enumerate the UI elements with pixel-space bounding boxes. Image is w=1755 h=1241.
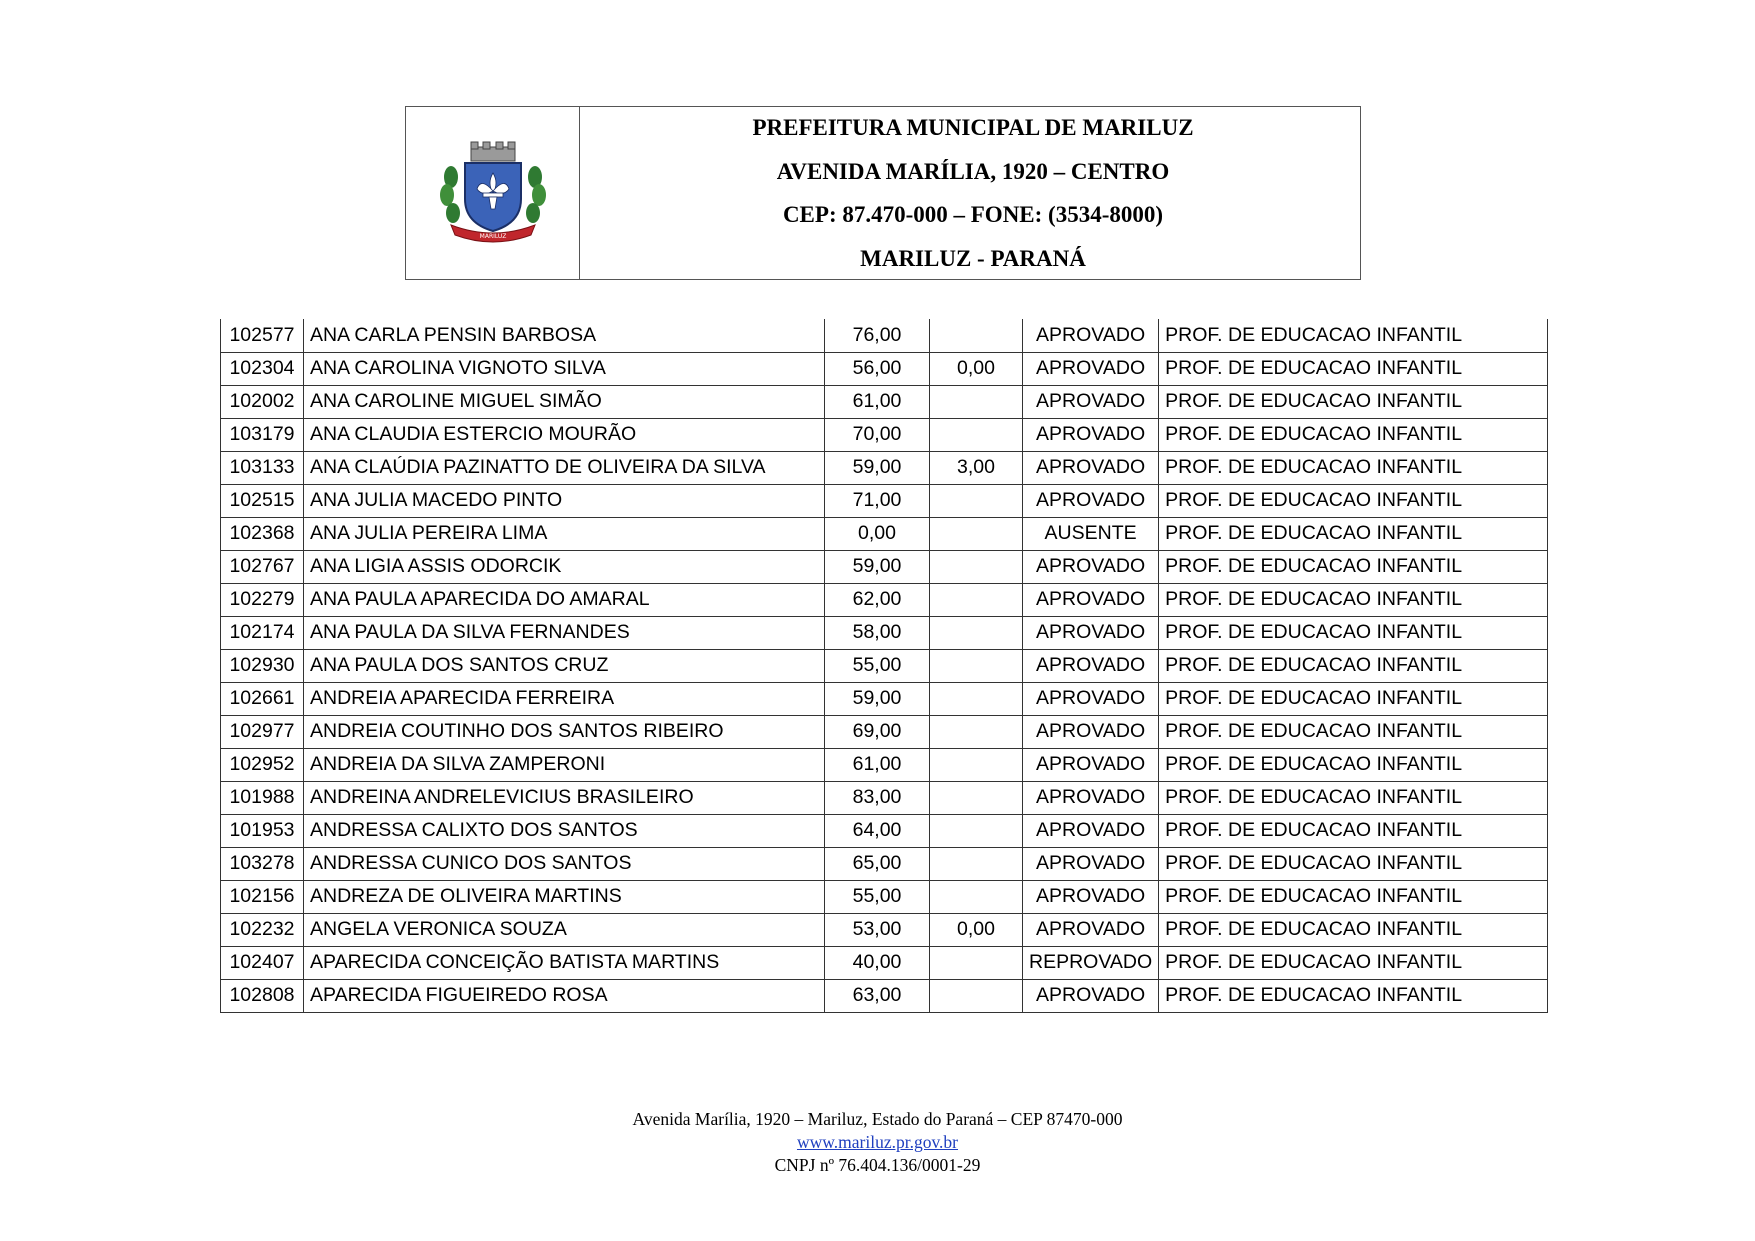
status-cell: APROVADO bbox=[1023, 484, 1159, 517]
footer-cnpj: CNPJ nº 76.404.136/0001-29 bbox=[774, 1155, 981, 1175]
bonus-score-cell bbox=[930, 814, 1023, 847]
table-row bbox=[221, 649, 1548, 682]
page-footer bbox=[0, 1108, 1755, 1177]
status-cell: APROVADO bbox=[1023, 715, 1159, 748]
status-cell: APROVADO bbox=[1023, 979, 1159, 1012]
status-cell: AUSENTE bbox=[1023, 517, 1159, 550]
bonus-score-cell: 0,00 bbox=[930, 913, 1023, 946]
position-cell: PROF. DE EDUCACAO INFANTIL bbox=[1159, 682, 1548, 715]
candidate-name: ANDREIA COUTINHO DOS SANTOS RIBEIRO bbox=[304, 715, 825, 748]
candidate-code: 102174 bbox=[221, 616, 304, 649]
position-cell: PROF. DE EDUCACAO INFANTIL bbox=[1159, 451, 1548, 484]
candidate-code: 102977 bbox=[221, 715, 304, 748]
results-table-body bbox=[221, 319, 1548, 1012]
status-cell: APROVADO bbox=[1023, 847, 1159, 880]
score-cell: 55,00 bbox=[825, 649, 930, 682]
score-cell: 40,00 bbox=[825, 946, 930, 979]
score-cell: 58,00 bbox=[825, 616, 930, 649]
candidate-code: 102930 bbox=[221, 649, 304, 682]
bonus-score-cell bbox=[930, 880, 1023, 913]
status-cell: APROVADO bbox=[1023, 319, 1159, 352]
position-cell: PROF. DE EDUCACAO INFANTIL bbox=[1159, 583, 1548, 616]
candidate-name: ANA LIGIA ASSIS ODORCIK bbox=[304, 550, 825, 583]
candidate-name: ANDREIA DA SILVA ZAMPERONI bbox=[304, 748, 825, 781]
table-row bbox=[221, 979, 1548, 1012]
candidate-code: 103179 bbox=[221, 418, 304, 451]
bonus-score-cell bbox=[930, 484, 1023, 517]
score-cell: 69,00 bbox=[825, 715, 930, 748]
candidate-code: 102232 bbox=[221, 913, 304, 946]
table-row bbox=[221, 484, 1548, 517]
table-row bbox=[221, 550, 1548, 583]
status-cell: APROVADO bbox=[1023, 814, 1159, 847]
candidate-code: 102577 bbox=[221, 319, 304, 352]
candidate-code: 103133 bbox=[221, 451, 304, 484]
candidate-name: ANA CARLA PENSIN BARBOSA bbox=[304, 319, 825, 352]
position-cell: PROF. DE EDUCACAO INFANTIL bbox=[1159, 847, 1548, 880]
bonus-score-cell bbox=[930, 715, 1023, 748]
bonus-score-cell bbox=[930, 517, 1023, 550]
status-cell: APROVADO bbox=[1023, 616, 1159, 649]
candidate-name: ANA JULIA PEREIRA LIMA bbox=[304, 517, 825, 550]
candidate-name: ANGELA VERONICA SOUZA bbox=[304, 913, 825, 946]
status-cell: APROVADO bbox=[1023, 880, 1159, 913]
municipality-title: PREFEITURA MUNICIPAL DE MARILUZ bbox=[752, 115, 1194, 140]
score-cell: 62,00 bbox=[825, 583, 930, 616]
candidate-name: ANDRESSA CALIXTO DOS SANTOS bbox=[304, 814, 825, 847]
table-row bbox=[221, 451, 1548, 484]
table-row bbox=[221, 781, 1548, 814]
candidate-code: 102515 bbox=[221, 484, 304, 517]
position-cell: PROF. DE EDUCACAO INFANTIL bbox=[1159, 814, 1548, 847]
letterhead-text bbox=[580, 107, 1360, 279]
bonus-score-cell: 3,00 bbox=[930, 451, 1023, 484]
candidate-name: ANA PAULA APARECIDA DO AMARAL bbox=[304, 583, 825, 616]
position-cell: PROF. DE EDUCACAO INFANTIL bbox=[1159, 946, 1548, 979]
status-cell: APROVADO bbox=[1023, 913, 1159, 946]
score-cell: 53,00 bbox=[825, 913, 930, 946]
crest-banner-text: MARILUZ bbox=[479, 233, 506, 240]
table-row bbox=[221, 682, 1548, 715]
candidate-name: ANA CLAÚDIA PAZINATTO DE OLIVEIRA DA SILVA bbox=[304, 451, 825, 484]
candidate-name: APARECIDA FIGUEIREDO ROSA bbox=[304, 979, 825, 1012]
candidate-name: ANDREIA APARECIDA FERREIRA bbox=[304, 682, 825, 715]
candidate-name: ANDREINA ANDRELEVICIUS BRASILEIRO bbox=[304, 781, 825, 814]
status-cell: APROVADO bbox=[1023, 352, 1159, 385]
bonus-score-cell: 0,00 bbox=[930, 352, 1023, 385]
footer-address: Avenida Marília, 1920 – Mariluz, Estado do Paraná – CEP 87470-000 bbox=[632, 1109, 1123, 1129]
score-cell: 70,00 bbox=[825, 418, 930, 451]
status-cell: APROVADO bbox=[1023, 550, 1159, 583]
table-row bbox=[221, 352, 1548, 385]
bonus-score-cell bbox=[930, 418, 1023, 451]
score-cell: 55,00 bbox=[825, 880, 930, 913]
position-cell: PROF. DE EDUCACAO INFANTIL bbox=[1159, 913, 1548, 946]
bonus-score-cell bbox=[930, 682, 1023, 715]
footer-website-link[interactable]: www.mariluz.pr.gov.br bbox=[796, 1132, 959, 1152]
position-cell: PROF. DE EDUCACAO INFANTIL bbox=[1159, 979, 1548, 1012]
bonus-score-cell bbox=[930, 748, 1023, 781]
status-cell: APROVADO bbox=[1023, 583, 1159, 616]
status-cell: APROVADO bbox=[1023, 385, 1159, 418]
bonus-score-cell bbox=[930, 781, 1023, 814]
position-cell: PROF. DE EDUCACAO INFANTIL bbox=[1159, 748, 1548, 781]
candidate-name: ANDRESSA CUNICO DOS SANTOS bbox=[304, 847, 825, 880]
candidate-code: 102304 bbox=[221, 352, 304, 385]
bonus-score-cell bbox=[930, 385, 1023, 418]
bonus-score-cell bbox=[930, 616, 1023, 649]
score-cell: 63,00 bbox=[825, 979, 930, 1012]
candidate-name: ANDREZA DE OLIVEIRA MARTINS bbox=[304, 880, 825, 913]
results-table bbox=[220, 319, 1548, 1013]
position-cell: PROF. DE EDUCACAO INFANTIL bbox=[1159, 319, 1548, 352]
score-cell: 56,00 bbox=[825, 352, 930, 385]
position-cell: PROF. DE EDUCACAO INFANTIL bbox=[1159, 385, 1548, 418]
candidate-code: 102952 bbox=[221, 748, 304, 781]
status-cell: APROVADO bbox=[1023, 682, 1159, 715]
candidate-code: 101953 bbox=[221, 814, 304, 847]
score-cell: 64,00 bbox=[825, 814, 930, 847]
bonus-score-cell bbox=[930, 583, 1023, 616]
status-cell: REPROVADO bbox=[1023, 946, 1159, 979]
table-row bbox=[221, 748, 1548, 781]
score-cell: 0,00 bbox=[825, 517, 930, 550]
position-cell: PROF. DE EDUCACAO INFANTIL bbox=[1159, 649, 1548, 682]
status-cell: APROVADO bbox=[1023, 781, 1159, 814]
candidate-code: 102808 bbox=[221, 979, 304, 1012]
score-cell: 59,00 bbox=[825, 451, 930, 484]
candidate-name: ANA CAROLINA VIGNOTO SILVA bbox=[304, 352, 825, 385]
candidate-name: ANA CAROLINE MIGUEL SIMÃO bbox=[304, 385, 825, 418]
municipality-address: AVENIDA MARÍLIA, 1920 – CENTRO bbox=[776, 158, 1170, 184]
score-cell: 76,00 bbox=[825, 319, 930, 352]
status-cell: APROVADO bbox=[1023, 451, 1159, 484]
position-cell: PROF. DE EDUCACAO INFANTIL bbox=[1159, 715, 1548, 748]
candidate-code: 102002 bbox=[221, 385, 304, 418]
table-row bbox=[221, 847, 1548, 880]
candidate-name: ANA JULIA MACEDO PINTO bbox=[304, 484, 825, 517]
candidate-code: 102279 bbox=[221, 583, 304, 616]
candidate-name: ANA PAULA DA SILVA FERNANDES bbox=[304, 616, 825, 649]
candidate-name: ANA CLAUDIA ESTERCIO MOURÃO bbox=[304, 418, 825, 451]
position-cell: PROF. DE EDUCACAO INFANTIL bbox=[1159, 616, 1548, 649]
candidate-code: 102368 bbox=[221, 517, 304, 550]
bonus-score-cell bbox=[930, 649, 1023, 682]
position-cell: PROF. DE EDUCACAO INFANTIL bbox=[1159, 517, 1548, 550]
logo-cell bbox=[406, 107, 580, 279]
position-cell: PROF. DE EDUCACAO INFANTIL bbox=[1159, 781, 1548, 814]
score-cell: 71,00 bbox=[825, 484, 930, 517]
candidate-name: ANA PAULA DOS SANTOS CRUZ bbox=[304, 649, 825, 682]
score-cell: 61,00 bbox=[825, 385, 930, 418]
letterhead bbox=[405, 106, 1361, 280]
table-row bbox=[221, 517, 1548, 550]
candidate-code: 102407 bbox=[221, 946, 304, 979]
table-row bbox=[221, 319, 1548, 352]
municipality-city-state: MARILUZ - PARANÁ bbox=[860, 245, 1086, 271]
candidate-code: 102767 bbox=[221, 550, 304, 583]
status-cell: APROVADO bbox=[1023, 418, 1159, 451]
candidate-code: 101988 bbox=[221, 781, 304, 814]
bonus-score-cell bbox=[930, 319, 1023, 352]
candidate-code: 102156 bbox=[221, 880, 304, 913]
score-cell: 59,00 bbox=[825, 682, 930, 715]
table-row bbox=[221, 913, 1548, 946]
table-row bbox=[221, 418, 1548, 451]
score-cell: 65,00 bbox=[825, 847, 930, 880]
candidate-code: 103278 bbox=[221, 847, 304, 880]
score-cell: 59,00 bbox=[825, 550, 930, 583]
table-row bbox=[221, 715, 1548, 748]
status-cell: APROVADO bbox=[1023, 649, 1159, 682]
status-cell: APROVADO bbox=[1023, 748, 1159, 781]
table-row bbox=[221, 385, 1548, 418]
position-cell: PROF. DE EDUCACAO INFANTIL bbox=[1159, 880, 1548, 913]
table-row bbox=[221, 583, 1548, 616]
score-cell: 61,00 bbox=[825, 748, 930, 781]
table-row bbox=[221, 616, 1548, 649]
position-cell: PROF. DE EDUCACAO INFANTIL bbox=[1159, 352, 1548, 385]
bonus-score-cell bbox=[930, 946, 1023, 979]
candidate-code: 102661 bbox=[221, 682, 304, 715]
table-row bbox=[221, 946, 1548, 979]
municipality-cep-phone: CEP: 87.470-000 – FONE: (3534-8000) bbox=[782, 202, 1164, 227]
position-cell: PROF. DE EDUCACAO INFANTIL bbox=[1159, 550, 1548, 583]
position-cell: PROF. DE EDUCACAO INFANTIL bbox=[1159, 484, 1548, 517]
table-row bbox=[221, 814, 1548, 847]
bonus-score-cell bbox=[930, 550, 1023, 583]
score-cell: 83,00 bbox=[825, 781, 930, 814]
bonus-score-cell bbox=[930, 979, 1023, 1012]
candidate-name: APARECIDA CONCEIÇÃO BATISTA MARTINS bbox=[304, 946, 825, 979]
table-row bbox=[221, 880, 1548, 913]
position-cell: PROF. DE EDUCACAO INFANTIL bbox=[1159, 418, 1548, 451]
bonus-score-cell bbox=[930, 847, 1023, 880]
municipal-crest-icon bbox=[437, 137, 549, 249]
